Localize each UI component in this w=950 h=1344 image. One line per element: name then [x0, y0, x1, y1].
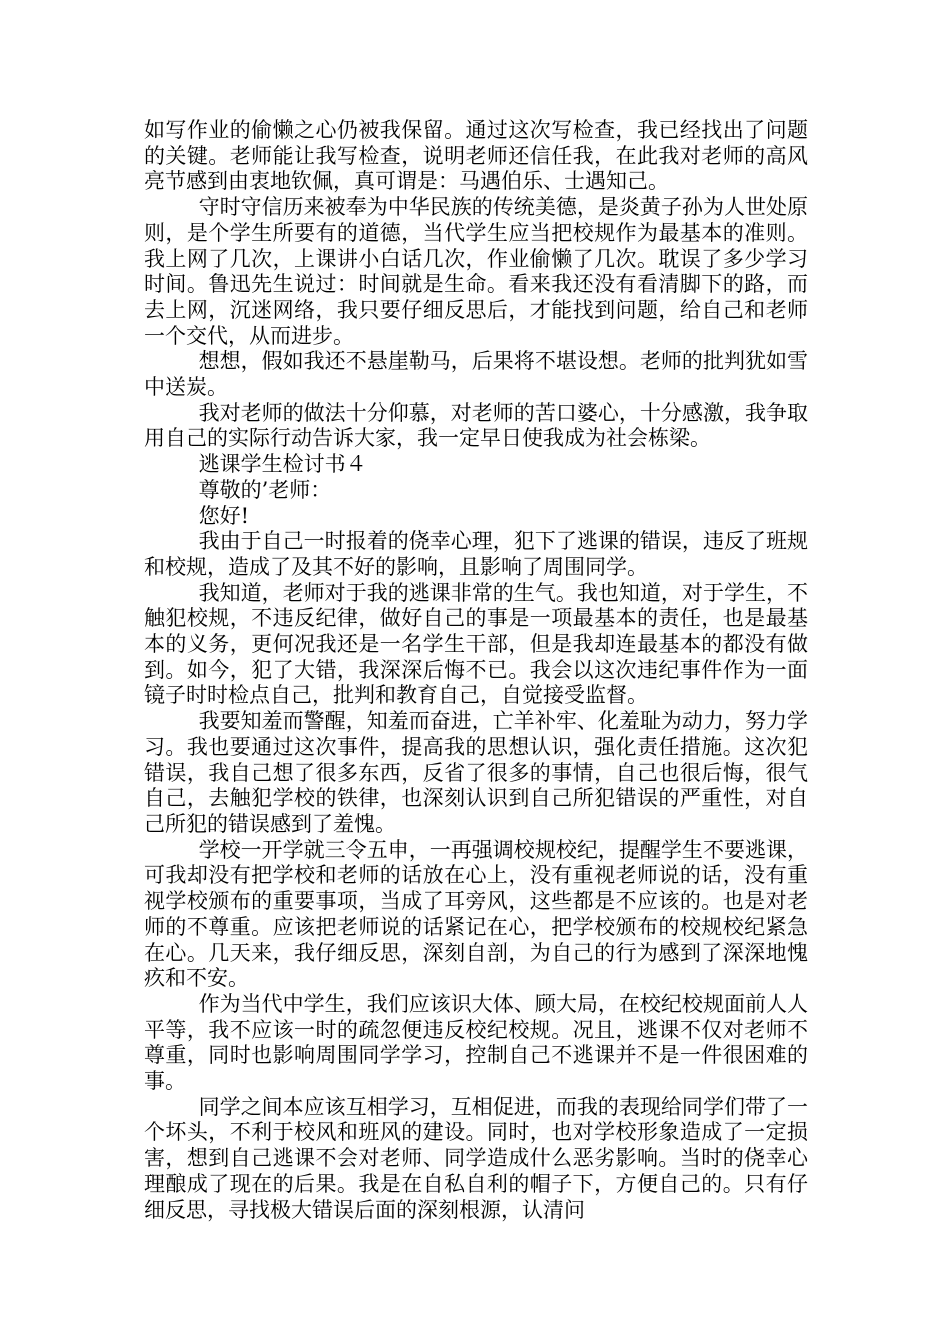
paragraph-classmates: 同学之间本应该互相学习，互相促进，而我的表现给同学们带了一个坏头，不利于校风和班风的建设。同时，也对学校形象造成了一定损害，想到自己逃课不会对老师、同学造成什么恶劣影响。当时的侥幸心理酿成了现在的后果。我是在自私自利的帽子下，方便自己的。只有仔细反思，寻找极大错误后面的深刻根源，认清问	[144, 1094, 808, 1222]
document-body	[144, 118, 808, 1223]
paragraph-responsibility: 我知道，老师对于我的逃课非常的生气。我也知道，对于学生，不触犯校规，不违反纪律，做好自己的事是一项最基本的责任，也是最基本的义务，更何况我还是一名学生干部，但是我却连最基本的都没有做到。如今，犯了大错，我深深后悔不已。我会以这次违纪事件作为一面镜子时时检点自己，批判和教育自己，自觉接受监督。	[144, 580, 808, 708]
paragraph-reflection: 想想，假如我还不悬崖勒马，后果将不堪设想。老师的批判犹如雪中送炭。	[144, 349, 808, 400]
section-heading: 逃课学生检讨书４	[198, 452, 367, 477]
paragraph-confession: 我由于自己一时报着的侥幸心理，犯下了逃课的错误，违反了班规和校规，造成了及其不好的影响，且影响了周围同学。	[144, 529, 808, 579]
paragraph-school-rules: 学校一开学就三令五申，一再强调校规校纪，提醒学生不要逃课，可我却没有把学校和老师的话放在心上，没有重视老师说的话，没有重视学校颁布的重要事项，当成了耳旁风，这些都是不应该的。也是对老师的不尊重。应该把老师说的话紧记在心，把学校颁布的校规校纪紧急在心。几天来，我仔细反思，深刻自剖，为自己的行为感到了深深地愧疚和不安。	[144, 837, 808, 991]
paragraph-equality: 作为当代中学生，我们应该识大体、顾大局，在校纪校规面前人人平等，我不应该一时的疏忽便违反校纪校规。况且，逃课不仅对老师不尊重，同时也影响周围同学学习，控制自己不逃课并不是一件很困难的事。	[144, 991, 808, 1094]
paragraph-gratitude: 我对老师的做法十分仰慕，对老师的苦口婆心，十分感激，我争取用自己的实际行动告诉大家，我一定早日使我成为社会栋梁。	[144, 400, 808, 451]
salutation: 尊敬的’老师：	[198, 477, 332, 502]
greeting: 您好!	[198, 503, 250, 528]
paragraph-continuation: 如写作业的偷懒之心仍被我保留。通过这次写检查，我已经找出了问题的关键。老师能让我写检查，说明老师还信任我，在此我对老师的高风亮节感到由衷地钦佩，真可谓是：马遇伯乐、士遇知己。	[144, 118, 808, 194]
paragraph-resolve: 我要知羞而警醒，知羞而奋进，亡羊补牢、化羞耻为动力，努力学习。我也要通过这次事件，提高我的思想认识，强化责任措施。这次犯错误，我自己想了很多东西，反省了很多的事情，自己也很后悔，很气自己，去触犯学校的铁律，也深刻认识到自己所犯错误的严重性，对自己所犯的错误感到了羞愧。	[144, 709, 808, 836]
paragraph-punctuality: 守时守信历来被奉为中华民族的传统美德，是炎黄子孙为人世处原则，是个学生所要有的道德，当代学生应当把校规作为最基本的准则。我上网了几次，上课讲小白话几次，作业偷懒了几次。耽误了多少学习时间。鲁迅先生说过：时间就是生命。看来我还没有看清脚下的路，而去上网，沉迷网络，我只要仔细反思后，才能找到问题，给自己和老师一个交代，从而进步。	[144, 195, 808, 348]
